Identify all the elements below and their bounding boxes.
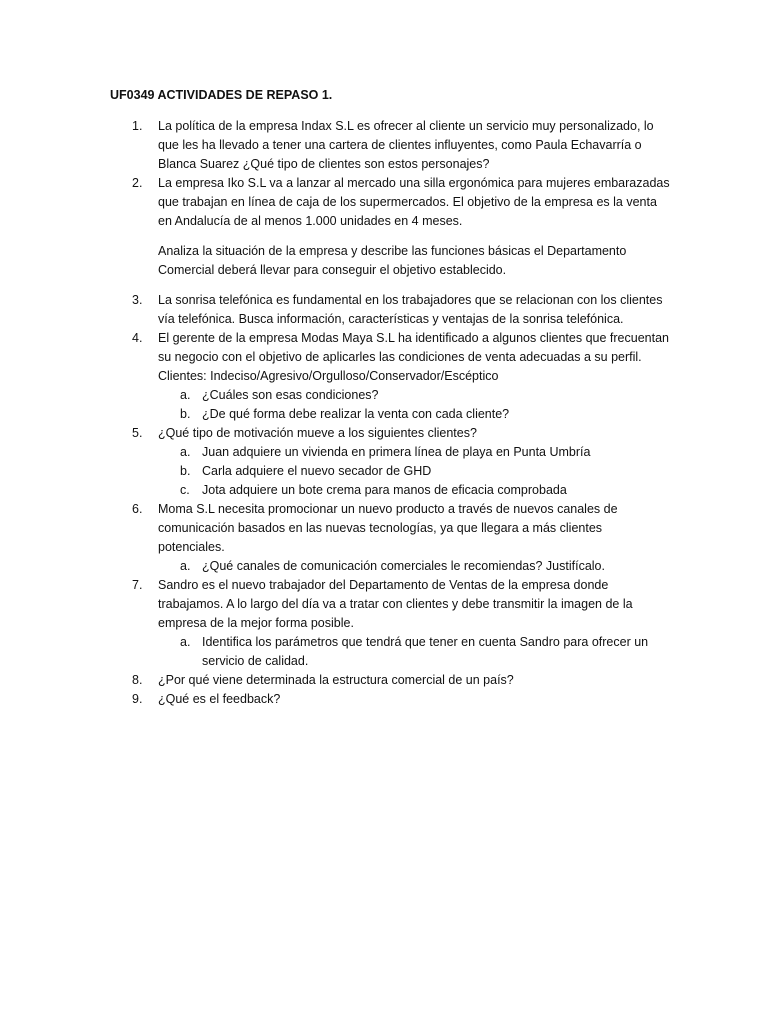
document-title: UF0349 ACTIVIDADES DE REPASO 1. (110, 88, 333, 102)
question-text: La empresa Iko S.L va a lanzar al mercado una silla ergonómica para mujeres embarazadas que trabajan en línea de caja de los supermercados. El objetivo de la empresa es la venta en Andalucía de al menos 1.000 unidades en 4 meses. (158, 176, 670, 228)
question-4 (110, 329, 670, 424)
question-list (110, 117, 670, 709)
question-3 (110, 291, 670, 329)
sub-question-text: Jota adquiere un bote crema para manos de eficacia comprobada (202, 483, 567, 497)
question-number: 2. (132, 176, 143, 190)
spacer (110, 280, 670, 291)
sub-question-letter: b. (180, 464, 191, 478)
question-text: ¿Por qué viene determinada la estructura comercial de un país? (158, 673, 514, 687)
question-number: 4. (132, 331, 143, 345)
sub-question-text: Juan adquiere un vivienda en primera línea de playa en Punta Umbría (202, 445, 591, 459)
question-extra-text: Clientes: Indeciso/Agresivo/Orgulloso/Conservador/Escéptico (158, 369, 499, 383)
sub-question-letter: c. (180, 483, 190, 497)
question-number: 7. (132, 578, 143, 592)
question-text: Sandro es el nuevo trabajador del Departamento de Ventas de la empresa donde trabajamos. A lo largo del día va a tratar con clientes y debe transmitir la imagen de la empresa de la mejor forma posible. (158, 578, 633, 630)
sub-question (110, 386, 670, 405)
question-number: 6. (132, 502, 143, 516)
question-text: ¿Qué es el feedback? (158, 692, 281, 706)
question-number: 1. (132, 119, 143, 133)
question-text: El gerente de la empresa Modas Maya S.L ha identificado a algunos clientes que frecuentan su negocio con el objetivo de aplicarles las condiciones de venta adecuadas a su perfil. (158, 331, 669, 364)
sub-question-letter: a. (180, 635, 191, 649)
question-number: 9. (132, 692, 143, 706)
sub-question-text: ¿Qué canales de comunicación comerciales le recomiendas? Justifícalo. (202, 559, 605, 573)
question-extra-text: Analiza la situación de la empresa y describe las funciones básicas el Departamento Comercial deberá llevar para conseguir el objetivo establecido. (158, 244, 627, 277)
question-text: La política de la empresa Indax S.L es ofrecer al cliente un servicio muy personalizado, lo que les ha llevado a tener una cartera de clientes influyentes, como Paula Echavarría o Blanca Suarez ¿Qué tipo de clientes son estos personajes? (158, 119, 654, 171)
question-9 (110, 690, 670, 709)
question-number: 5. (132, 426, 143, 440)
sub-question-letter: a. (180, 559, 191, 573)
sub-question-text: ¿Cuáles son esas condiciones? (202, 388, 379, 402)
sub-question-letter: b. (180, 407, 191, 421)
sub-question-letter: a. (180, 388, 191, 402)
question-number: 8. (132, 673, 143, 687)
sub-question (110, 481, 670, 500)
question-2 (110, 174, 670, 280)
sub-question (110, 462, 670, 481)
question-8 (110, 671, 670, 690)
question-text: La sonrisa telefónica es fundamental en los trabajadores que se relacionan con los clientes vía telefónica. Busca información, características y ventajas de la sonrisa telefónica. (158, 293, 663, 326)
sub-question (110, 443, 670, 462)
question-text: Moma S.L necesita promocionar un nuevo producto a través de nuevos canales de comunicación basados en las nuevas tecnologías, ya que llegara a más clientes potenciales. (158, 502, 618, 554)
question-number: 3. (132, 293, 143, 307)
question-text: ¿Qué tipo de motivación mueve a los siguientes clientes? (158, 426, 477, 440)
sub-question (110, 633, 670, 671)
sub-question-letter: a. (180, 445, 191, 459)
question-7 (110, 576, 670, 671)
sub-question (110, 405, 670, 424)
sub-question-text: Carla adquiere el nuevo secador de GHD (202, 464, 432, 478)
sub-question (110, 557, 670, 576)
question-1 (110, 117, 670, 174)
question-5 (110, 424, 670, 500)
question-6 (110, 500, 670, 576)
sub-question-text: ¿De qué forma debe realizar la venta con cada cliente? (202, 407, 510, 421)
sub-question-text: Identifica los parámetros que tendrá que tener en cuenta Sandro para ofrecer un servicio de calidad. (202, 635, 649, 668)
